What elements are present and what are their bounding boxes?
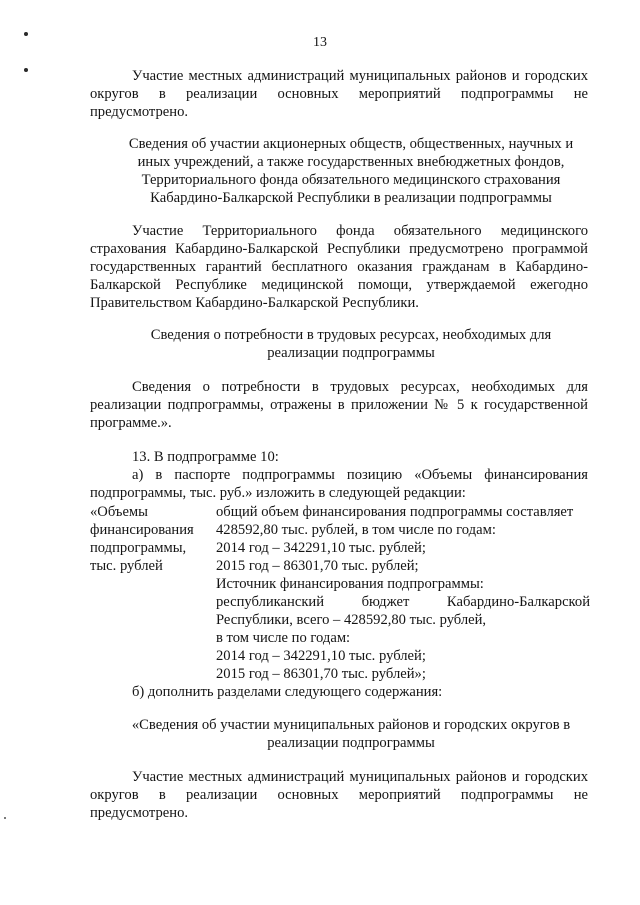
text-line: Балкарской Республике медицинской помощи, утверждаемой ежегодно <box>90 277 588 293</box>
text-line: а) в паспорте подпрограммы позицию «Объемы финансирования <box>132 467 588 483</box>
section-heading-participation <box>112 135 590 207</box>
value-line: 2015 год – 86301,70 тыс. рублей; <box>216 558 419 574</box>
heading-line: «Сведения об участии муниципальных районов и городских округов в <box>131 717 571 733</box>
text-line: б) дополнить разделами следующего содержания: <box>132 684 443 700</box>
text-line: Правительством Кабардино-Балкарской Республики. <box>90 295 419 311</box>
text-line: предусмотрено. <box>90 805 189 821</box>
text-line: округов в реализации основных мероприятий подпрограммы не <box>90 787 588 803</box>
label-line: «Объемы <box>90 504 148 520</box>
value-line: республиканский бюджет Кабардино-Балкарской <box>216 594 590 610</box>
value-line: 2015 год – 86301,70 тыс. рублей»; <box>216 666 426 682</box>
fund-participation-paragraph <box>90 222 588 312</box>
text-line: Сведения о потребности в трудовых ресурсах, необходимых для <box>132 379 588 395</box>
intro-paragraph <box>90 67 588 121</box>
value-line: Источник финансирования подпрограммы: <box>216 576 484 592</box>
heading-line: реализации подпрограммы <box>267 345 435 361</box>
heading-line: Территориального фонда обязательного медицинского страхования <box>141 172 561 188</box>
municipal-paragraph <box>90 768 588 822</box>
item-title: 13. В подпрограмме 10: <box>132 449 279 465</box>
text-line: Участие Территориального фонда обязательного медицинского <box>132 223 588 239</box>
passport-value <box>216 503 590 683</box>
labor-paragraph <box>90 378 588 432</box>
punch-mark-upper <box>24 68 28 72</box>
heading-line: Сведения о потребности в трудовых ресурсах, необходимых для <box>150 327 552 343</box>
text-line: округов в реализации основных мероприятий подпрограммы не <box>90 86 588 102</box>
section-heading-labor <box>112 326 590 362</box>
value-line: в том числе по годам: <box>216 630 351 646</box>
label-line: подпрограммы, <box>90 540 187 556</box>
section-heading-municipal <box>112 716 590 752</box>
label-line: финансирования <box>90 522 194 538</box>
value-line: общий объем финансирования подпрограммы составляет <box>216 504 574 520</box>
label-line: тыс. рублей <box>90 558 163 574</box>
page-number: 13 <box>313 35 327 50</box>
item-13 <box>90 448 588 502</box>
value-line: 2014 год – 342291,10 тыс. рублей; <box>216 540 426 556</box>
text-line: программе.». <box>90 415 172 431</box>
sub-item-b <box>132 683 590 701</box>
text-line: страхования Кабардино-Балкарской Республики предусмотрено программой <box>90 241 588 257</box>
heading-line: Сведения об участии акционерных обществ, общественных, научных и <box>128 136 574 152</box>
value-line: 2014 год – 342291,10 тыс. рублей; <box>216 648 426 664</box>
passport-label <box>90 503 212 575</box>
heading-line: иных учреждений, а также государственных внебюджетных фондов, <box>137 154 565 170</box>
heading-line: реализации подпрограммы <box>267 735 435 751</box>
heading-line: Кабардино-Балкарской Республики в реализации подпрограммы <box>150 190 552 206</box>
margin-mark <box>4 817 6 819</box>
text-line: реализации подпрограммы, отражены в приложении № 5 к государственной <box>90 397 588 413</box>
value-line: Республики, всего – 428592,80 тыс. рублей, <box>216 612 487 628</box>
value-line: 428592,80 тыс. рублей, в том числе по годам: <box>216 522 496 538</box>
text-line: государственных гарантий бесплатного оказания гражданам в Кабардино- <box>90 259 588 275</box>
text-line: Участие местных администраций муниципальных районов и городских <box>132 68 588 84</box>
text-line: предусмотрено. <box>90 104 189 120</box>
text-line: подпрограммы, тыс. руб.» изложить в следующей редакции: <box>90 485 466 501</box>
text-line: Участие местных администраций муниципальных районов и городских <box>132 769 588 785</box>
